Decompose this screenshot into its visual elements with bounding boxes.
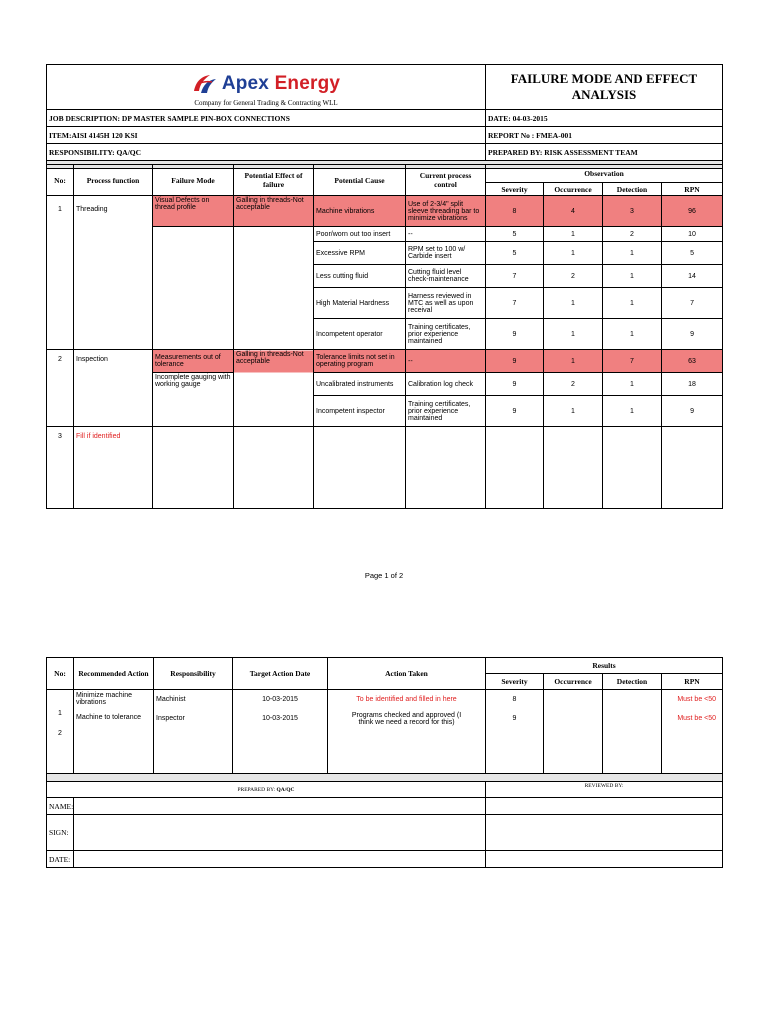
row-no: 2 [47,350,74,427]
report-number: REPORT No : FMEA-001 [486,127,723,144]
row-no: 1 [47,196,74,350]
row-occurrence: 2 [544,373,603,396]
col-failure-mode: Failure Mode [153,165,234,196]
row-failure-mode: Visual Defects on thread profile [153,196,234,227]
prepared-sign-field[interactable] [74,815,486,851]
row-rpn [662,427,723,509]
row-control: Cutting fluid level check-maintenance [406,265,486,288]
reviewed-sign-field[interactable] [486,815,723,851]
row-rpn: 9 [662,319,723,350]
row-rpn: 7 [662,288,723,319]
col-severity: Severity [486,674,544,690]
row-failure-mode: Incomplete gauging with working gauge [153,373,234,427]
logo-wordmark [222,73,340,95]
action-target-date: 10-03-2015 [262,696,298,703]
logo-energy: Energy [274,72,341,94]
col-rpn: RPN [662,674,723,690]
col-no: No: [47,658,74,690]
action-taken: Programs checked and approved (I think we need a record for this) [351,712,462,726]
row-rpn: 14 [662,265,723,288]
row-cause: Incompetent operator [314,319,406,350]
action-rpn: Must be <50 [677,715,717,722]
action-no-cell [47,690,74,774]
action-severity: 8 [512,696,517,703]
row-control: Training certificates, prior experience maintained [406,319,486,350]
row-effect [234,427,314,509]
logo-cell [47,65,486,110]
row-occurrence: 4 [544,196,603,227]
fmea-table [46,164,723,509]
action-no: 2 [58,730,62,737]
spacer-row [47,774,723,782]
row-rpn: 5 [662,242,723,265]
row-occurrence: 1 [544,227,603,242]
document-title: FAILURE MODE AND EFFECT ANALYSIS [486,65,723,110]
row-detection: 1 [603,242,662,265]
row-detection [603,427,662,509]
row-cause: Tolerance limits not set in operating program [314,350,406,373]
action-severity: 9 [512,715,517,722]
row-detection: 1 [603,265,662,288]
row-severity: 9 [486,350,544,373]
col-target-date: Target Action Date [233,658,328,690]
header-table [46,64,723,169]
row-severity: 9 [486,396,544,427]
action-taken: To be identified and filled in here [356,696,457,703]
row-severity [486,427,544,509]
row-severity: 9 [486,373,544,396]
row-effect [234,227,314,350]
prepared-date-field[interactable] [74,851,486,868]
col-detection: Detection [603,674,662,690]
row-control: -- [406,350,486,373]
item-spec: ITEM:AISI 4145H 120 KSI [47,127,486,144]
row-rpn: 63 [662,350,723,373]
responsibility: RESPONSIBILITY: QA/QC [47,144,486,161]
table-row [47,196,723,227]
row-rpn: 9 [662,396,723,427]
row-cause: Machine vibrations [314,196,406,227]
col-rpn: RPN [662,183,723,196]
row-detection: 1 [603,396,662,427]
row-detection: 3 [603,196,662,227]
row-occurrence: 1 [544,396,603,427]
logo-apex: Apex [221,72,270,94]
row-detection: 2 [603,227,662,242]
table-row [47,427,723,509]
action-responsibility-cell [154,690,233,774]
action-rpn: Must be <50 [677,696,717,703]
action-recommended: Minimize machine vibrations [76,692,133,706]
action-severity-cell [486,690,544,774]
col-current-control: Current process control [406,165,486,196]
row-cause: Less cutting fluid [314,265,406,288]
row-process: Threading [74,196,153,350]
apex-logo-icon [192,73,218,95]
row-effect: Galling in threads-Not acceptable [234,196,314,227]
row-cause: Uncalibrated instruments [314,373,406,396]
row-control: -- [406,227,486,242]
action-recommended: Machine to tolerance [76,714,141,721]
row-severity: 7 [486,288,544,319]
row-cause [314,427,406,509]
table-row [47,350,723,373]
row-control: Training certificates, prior experience maintained [406,396,486,427]
action-detection-cell [603,690,662,774]
row-control: Use of 2-3/4" split sleeve threading bar to minimize vibrations [406,196,486,227]
row-detection: 1 [603,319,662,350]
row-effect: Galling in threads-Not acceptable [234,350,314,427]
action-occurrence-cell [544,690,603,774]
action-no: 1 [58,710,62,717]
row-occurrence: 2 [544,265,603,288]
prepared-name-field[interactable] [74,798,486,815]
col-occurrence: Occurrence [544,183,603,196]
reviewed-by-label: REVIEWED BY: [486,782,723,798]
row-detection: 1 [603,373,662,396]
row-occurrence: 1 [544,319,603,350]
row-severity: 7 [486,265,544,288]
table-row [47,690,723,774]
row-control [406,427,486,509]
row-severity: 5 [486,227,544,242]
document-date: DATE: 04-03-2015 [486,110,723,127]
row-process: Inspection [74,350,153,427]
row-cause: Excessive RPM [314,242,406,265]
action-responsibility: Machinist [156,696,186,703]
col-detection: Detection [603,183,662,196]
prepared-by-value: QA/QC [276,786,295,793]
action-taken-cell [328,690,486,774]
action-date-cell [233,690,328,774]
row-control: RPM set to 100 w/ Carbide insert [406,242,486,265]
col-observation: Observation [486,165,723,183]
col-severity: Severity [486,183,544,196]
row-rpn: 96 [662,196,723,227]
col-responsibility: Responsibility [154,658,233,690]
row-severity: 5 [486,242,544,265]
job-description: JOB DESCRIPTION: DP MASTER SAMPLE PIN-BOX CONNECTIONS [47,110,486,127]
action-recommended-cell [74,690,154,774]
row-severity: 9 [486,319,544,350]
row-control: Harness reviewed in MTC as well as upon receival [406,288,486,319]
row-cause: Incompetent inspector [314,396,406,427]
row-occurrence: 1 [544,350,603,373]
col-potential-cause: Potential Cause [314,165,406,196]
sign-label: SIGN: [47,815,74,851]
action-rpn-cell [662,690,723,774]
action-table [46,657,723,868]
prepared-by-label: PREPARED BY: [237,786,276,793]
row-failure-mode: Measurements out of tolerance [153,350,234,373]
page-number: Page 1 of 2 [364,571,404,580]
date-label: DATE: [47,851,74,868]
col-occurrence: Occurrence [544,674,603,690]
row-severity: 8 [486,196,544,227]
col-recommended-action: Recommended Action [74,658,154,690]
col-action-taken: Action Taken [328,658,486,690]
row-no: 3 [47,427,74,509]
row-detection: 7 [603,350,662,373]
action-responsibility: Inspector [156,715,185,722]
col-no: No: [47,165,74,196]
name-label: NAME: [47,798,74,815]
row-occurrence [544,427,603,509]
row-occurrence: 1 [544,242,603,265]
company-tagline: Company for General Trading & Contracting WLL [194,98,338,107]
col-potential-effect: Potential Effect of failure [234,165,314,196]
prepared-by: PREPARED BY: RISK ASSESSMENT TEAM [486,144,723,161]
col-process-function: Process function [74,165,153,196]
row-failure-mode [153,227,234,350]
reviewed-date-field[interactable] [486,851,723,868]
row-cause: High Material Hardness [314,288,406,319]
action-target-date: 10-03-2015 [262,715,298,722]
company-logo [49,72,483,96]
row-detection: 1 [603,288,662,319]
col-results: Results [486,658,723,674]
row-cause: Poor/worn out too insert [314,227,406,242]
row-occurrence: 1 [544,288,603,319]
reviewed-name-field[interactable] [486,798,723,815]
prepared-by-cell [47,782,486,798]
row-rpn: 10 [662,227,723,242]
row-rpn: 18 [662,373,723,396]
row-failure-mode [153,427,234,509]
row-control: Calibration log check [406,373,486,396]
row-process: Fill if identified [74,427,153,509]
